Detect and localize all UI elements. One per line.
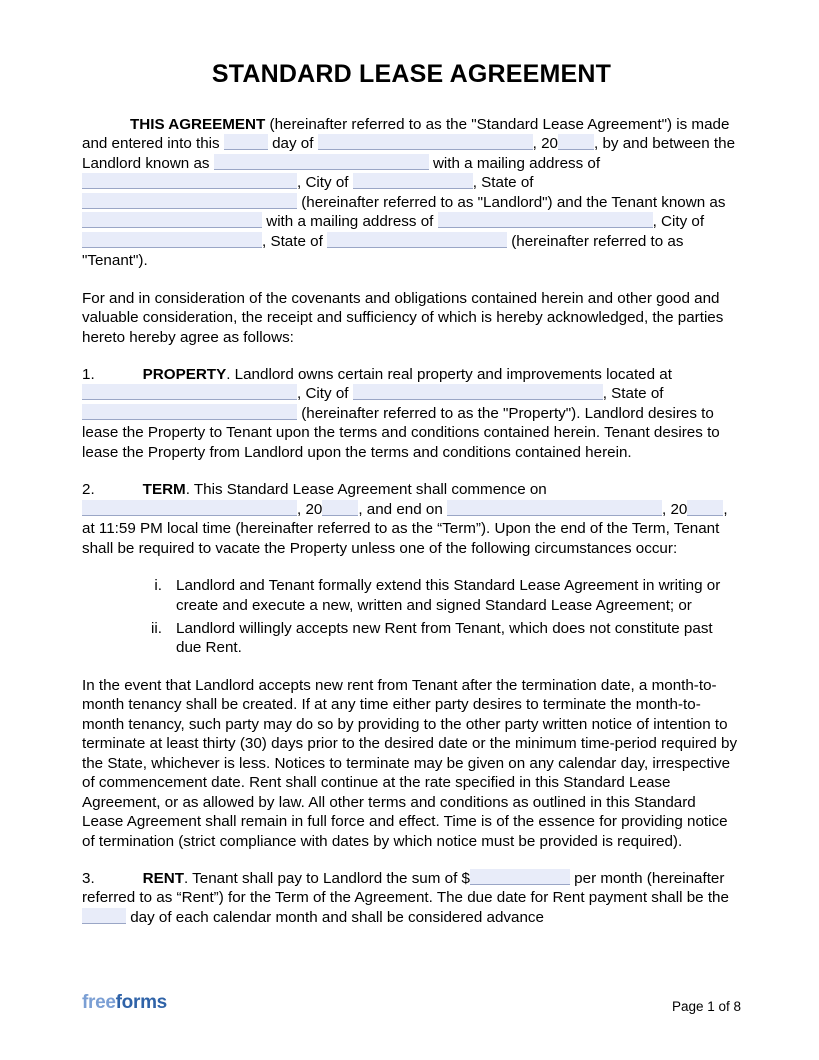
rent-amount-blank[interactable] [470, 869, 570, 885]
property-text-4: (hereinafter referred to as the "Property"). Landlord desires to lease the Property to Tenant upon the terms and conditions contained herein. Tenant desires to lease the Property from Landlord upon the terms and conditions contained herein. [82, 404, 720, 461]
freeforms-logo[interactable] [82, 992, 167, 1014]
intro-text-10: , City of [652, 213, 705, 231]
list-item-text: Landlord willingly accepts new Rent from Tenant, which does not constitute past due Rent. [176, 619, 713, 657]
year-blank[interactable] [558, 134, 594, 150]
list-item [130, 576, 741, 615]
intro-text-1: (hereinafter referred to as the "Standard Lease Agreement") is made and entered into this [82, 116, 730, 153]
rent-due-day-blank[interactable] [82, 908, 126, 924]
consideration-paragraph: For and in consideration of the covenants and obligations contained herein and other good and valuable consideration, the receipt and sufficiency of which is hereby acknowledged, the parties hereto hereby agree as follows: [82, 289, 724, 346]
list-marker: ii. [151, 619, 162, 637]
tenant-state-blank[interactable] [327, 232, 507, 248]
term-start-year-blank[interactable] [322, 500, 358, 516]
intro-text-8: (hereinafter referred to as "Landlord") and the Tenant known as [297, 193, 726, 211]
page-footer [82, 992, 741, 1014]
rent-text-3: day of each calendar month and shall be considered advance [126, 908, 544, 926]
section-property [82, 365, 741, 462]
landlord-name-blank[interactable] [214, 154, 429, 170]
term-text-5: , at 11:59 PM local time (hereinafter referred to as the “Term”). Upon the end of the Term, Tenant shall be required to vacate the Property unless one of the following circumstances occur: [82, 500, 728, 557]
term-text-1: . This Standard Lease Agreement shall commence on [185, 481, 547, 499]
list-item-text: Landlord and Tenant formally extend this Standard Lease Agreement in writing or create and execute a new, written and signed Standard Lease Agreement; or [176, 577, 721, 614]
section-heading-rent: RENT [142, 869, 185, 887]
property-text-2: , City of [297, 385, 353, 403]
landlord-address-blank[interactable] [82, 173, 297, 189]
landlord-state-blank[interactable] [82, 193, 297, 209]
term-end-date-blank[interactable] [447, 500, 662, 516]
page-title: STANDARD LEASE AGREEMENT [211, 60, 612, 88]
rent-text-1: . Tenant shall pay to Landlord the sum of $ [184, 869, 470, 887]
list-marker: i. [154, 577, 162, 595]
term-start-date-blank[interactable] [82, 500, 297, 516]
intro-lead: THIS AGREEMENT [130, 116, 266, 133]
section-number-1: 1. [82, 365, 95, 383]
intro-text-3: , 20 [532, 135, 559, 153]
intro-text-11: , State of [262, 232, 328, 250]
tenant-city-blank[interactable] [82, 232, 262, 248]
logo-free-text: free [82, 992, 116, 1013]
landlord-city-blank[interactable] [353, 173, 473, 189]
intro-text-2: day of [267, 135, 318, 153]
intro-text-7: , State of [472, 174, 534, 192]
section-rent [82, 869, 741, 927]
section-term [82, 480, 741, 558]
rent-text-2: per month (hereinafter referred to as “Rent”) for the Term of the Agreement. The due date for Rent payment shall be the [82, 869, 729, 907]
term-conditions-list [82, 576, 741, 658]
intro-text-4: , by and between the Landlord known as [82, 135, 736, 172]
intro-text-6: , City of [297, 174, 353, 192]
logo-forms-text: forms [115, 992, 167, 1013]
intro-paragraph [82, 115, 741, 271]
term-end-year-blank[interactable] [687, 500, 723, 516]
section-number-3: 3. [82, 869, 95, 887]
intro-text-9: with a mailing address of [262, 213, 438, 231]
tenant-name-blank[interactable] [82, 212, 262, 228]
section-number-2: 2. [82, 481, 95, 499]
section-heading-property: PROPERTY [142, 365, 227, 383]
month-blank[interactable] [318, 134, 533, 150]
section-heading-term: TERM [142, 481, 186, 499]
intro-text-12: (hereinafter referred to as "Tenant"). [82, 232, 684, 270]
tenant-address-blank[interactable] [438, 212, 653, 228]
term-text-3: , and end on [358, 500, 448, 518]
intro-text-5: with a mailing address of [428, 154, 601, 172]
month-to-month-paragraph: In the event that Landlord accepts new rent from Tenant after the termination date, a month-to-month tenancy shall be created. If at any time either party desires to terminate the month-to-month tenancy, such party may do so by providing to the other party written notice of intention to terminate at least thirty (30) days prior to the desired date or the minimum time-period required by the State, whichever is less. Notices to terminate may be given on any calendar day, irrespective of commencement date. Rent shall continue at the rate specified in this Standard Lease Agreement, or as allowed by law. All other terms and conditions as outlined in this Standard Lease Agreement shall remain in full force and effect. Time is of the essence for providing notice of termination (strict compliance with dates by which notice must be provided is required). [82, 676, 738, 850]
term-text-4: , 20 [662, 500, 688, 518]
property-city-blank[interactable] [353, 384, 603, 400]
term-text-2: , 20 [297, 500, 323, 518]
page-number: Page 1 of 8 [671, 999, 741, 1014]
property-state-blank[interactable] [82, 404, 297, 420]
property-address-blank[interactable] [82, 384, 297, 400]
property-text-3: , State of [602, 385, 664, 403]
day-blank[interactable] [224, 134, 268, 150]
property-text-1: . Landlord owns certain real property and improvements located at [226, 365, 672, 383]
list-item [130, 619, 741, 658]
